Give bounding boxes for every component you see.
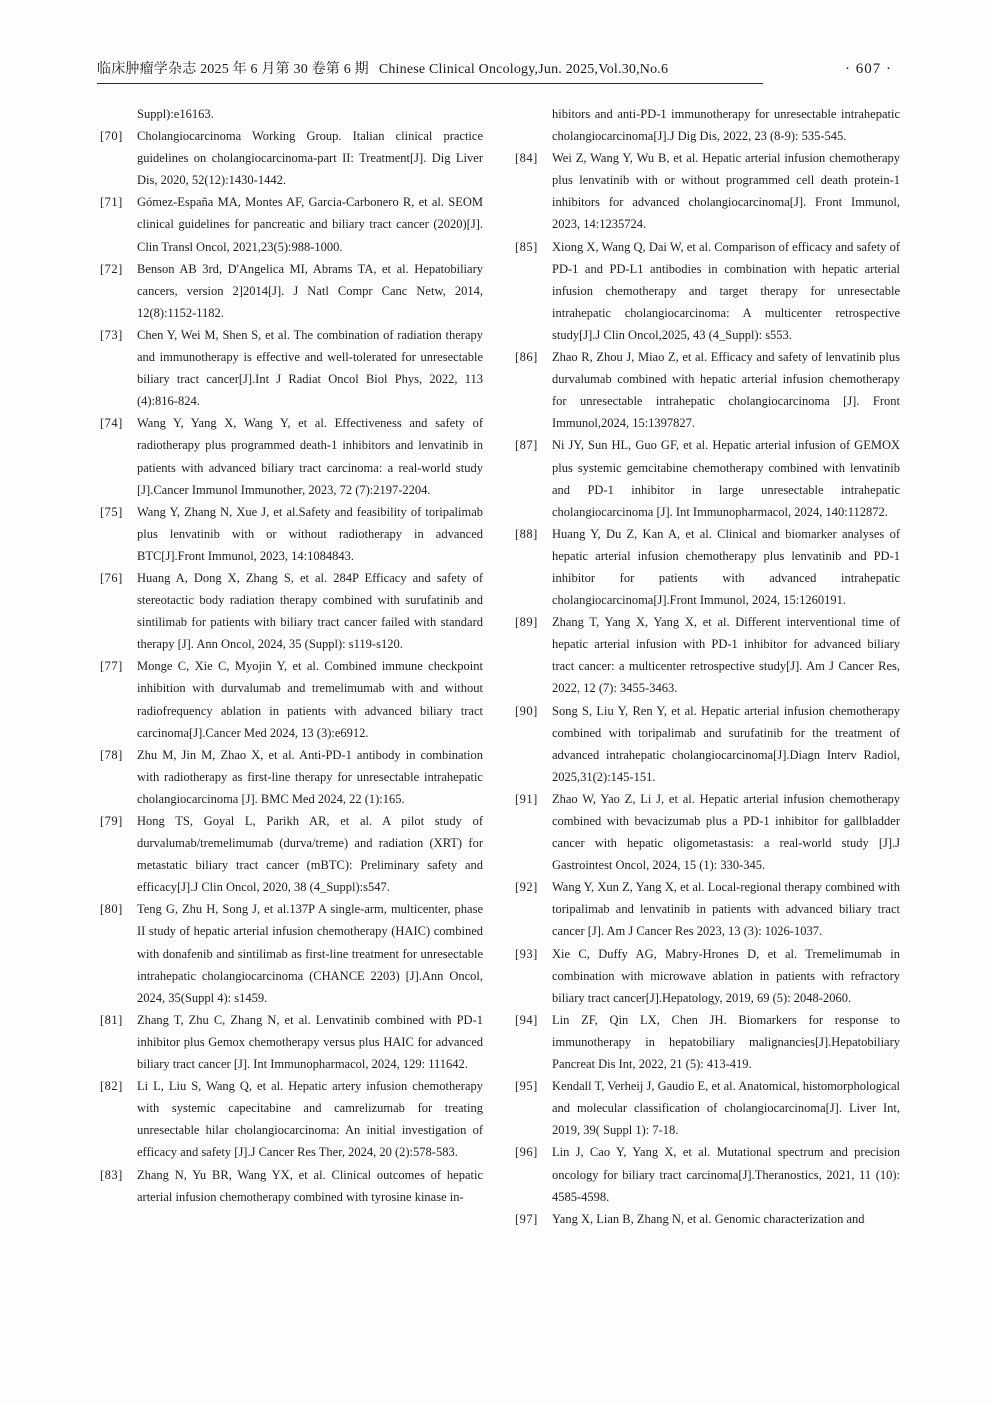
reference-text: Wang Y, Xun Z, Yang X, et al. Local-regional therapy combined with toripalimab and lenvatinib in patients with advanced biliary tract cancer [J]. Am J Cancer Res 2023, 13 (3): 1026-1037. [552,880,900,939]
reference-number: [80] [100,902,123,917]
reference-number: [88] [515,526,538,541]
reference-text: Huang Y, Du Z, Kan A, et al. Clinical and biomarker analyses of hepatic arterial infusion chemotherapy plus lenvatinib and PD-1 inhibitor for patients with advanced intrahepatic cholangiocarcinoma[J].Front Immunol, 2024, 15:1260191. [552,526,900,608]
reference-continuation [515,103,900,147]
reference-text: Benson AB 3rd, D'Angelica MI, Abrams TA, et al. Hepatobiliary cancers, version 2]2014[J]. J Natl Compr Canc Netw, 2014, 12(8):1152-1182. [137,261,483,320]
reference-item [515,876,900,942]
page-header [97,58,892,78]
reference-text: Zhu M, Jin M, Zhao X, et al. Anti-PD-1 antibody in combination with radiotherapy as first-line therapy for unresectable intrahepatic cholangiocarcinoma [J]. BMC Med 2024, 22 (1):165. [137,747,483,806]
reference-number: [74] [100,416,123,431]
reference-text: Yang X, Lian B, Zhang N, et al. Genomic characterization and [552,1211,865,1226]
reference-number: [91] [515,791,538,806]
reference-text: Wei Z, Wang Y, Wu B, et al. Hepatic arterial infusion chemotherapy plus lenvatinib with or without programmed cell death protein-1 inhibitors for advanced cholangiocarcinoma[J]. Front Immunol, 2023, 14:1235724. [552,151,900,232]
reference-item [515,346,900,434]
reference-item [515,943,900,1009]
reference-item [515,236,900,346]
reference-text: Lin J, Cao Y, Yang X, et al. Mutational spectrum and precision oncology for biliary tract carcinoma[J].Theranostics, 2021, 11 (10): 4585-4598. [552,1145,900,1204]
reference-text: Lin ZF, Qin LX, Chen JH. Biomarkers for response to immunotherapy in hepatobiliary malignancies[J].Hepatobiliary Pancreat Dis Int, 2022, 21 (5): 413-419. [552,1012,900,1072]
reference-item [515,611,900,699]
reference-text: Ni JY, Sun HL, Guo GF, et al. Hepatic arterial infusion of GEMOX plus systemic gemcitabine chemotherapy combined with lenvatinib and PD-1 inhibitor in large unresectable intrahepatic cholangiocarcinoma [J]. Int Immunopharmacol, 2024, 140:112872. [552,438,900,519]
reference-item [100,744,483,810]
reference-item [515,523,900,611]
reference-text: Kendall T, Verheij J, Gaudio E, et al. Anatomical, histomorphological and molecular classification of cholangiocarcinoma[J]. Liver Int, 2019, 39( Suppl 1): 7-18. [552,1079,900,1138]
reference-item [515,700,900,788]
reference-item [515,1141,900,1207]
reference-text: Zhao W, Yao Z, Li J, et al. Hepatic arterial infusion chemotherapy combined with bevacizumab plus a PD-1 inhibitor for gallbladder cancer with hepatic oligometastasis: a real-world study [J].J Gastrointest Oncol, 2024, 15 (1): 330-345. [552,791,900,873]
reference-text: Zhang N, Yu BR, Wang YX, et al. Clinical outcomes of hepatic arterial infusion chemotherapy combined with tyrosine kinase in- [137,1167,483,1204]
reference-item [515,1009,900,1075]
reference-number: [75] [100,504,123,519]
reference-text: Hong TS, Goyal L, Parikh AR, et al. A pilot study of durvalumab/tremelimumab (durva/treme) and radiation (XRT) for metastatic biliary tract cancer (mBTC): Preliminary safety and efficacy[J].J Clin Oncol, 2020, 38 (4_Suppl):s547. [137,814,483,895]
reference-number: [90] [515,703,538,718]
reference-text: Song S, Liu Y, Ren Y, et al. Hepatic arterial infusion chemotherapy combined with toripalimab and surufatinib for the treatment of advanced intrahepatic cholangiocarcinoma[J].Diagn Interv Radiol, 2025,31(2):145-151. [552,703,900,784]
reference-number: [81] [100,1012,123,1027]
reference-number: [76] [100,570,123,585]
reference-number: [82] [100,1079,123,1094]
reference-item [100,125,483,191]
page-number: · 607 · [845,61,892,77]
reference-number: [86] [515,350,538,365]
reference-number: [70] [100,129,123,144]
journal-title-chinese: 临床肿瘤学杂志 2025 年 6 月第 30 卷第 6 期 [97,62,369,77]
reference-text: Suppl):e16163. [137,107,214,121]
reference-number: [84] [515,151,538,166]
reference-text: Li L, Liu S, Wang Q, et al. Hepatic artery infusion chemotherapy with systemic capecitabine and camrelizumab for treating unresectable hilar cholangiocarcinoma: An initial investigation of efficacy and safety [J].J Cancer Res Ther, 2024, 20 (2):578-583. [137,1079,483,1160]
reference-text: Zhang T, Yang X, Yang X, et al. Different interventional time of hepatic arterial infusion with PD-1 inhibitor for advanced biliary tract cancer: a multicenter retrospective study[J]. Am J Cancer Res, 2022, 12 (7): 3455-3463. [552,615,900,696]
header-rule [97,83,763,84]
reference-item [100,324,483,412]
reference-number: [96] [515,1145,538,1160]
reference-number: [71] [100,195,123,210]
reference-text: hibitors and anti-PD-1 immunotherapy for unresectable intrahepatic cholangiocarcinoma[J].J Dig Dis, 2022, 23 (8-9): 535-545. [552,107,900,144]
reference-number: [73] [100,327,123,342]
reference-number: [93] [515,946,538,961]
reference-text: Xiong X, Wang Q, Dai W, et al. Comparison of efficacy and safety of PD-1 and PD-L1 antibodies in combination with hepatic arterial infusion chemotherapy and target therapy for unresectable intrahepatic cholangiocarcinoma: A multicenter retrospective study[J].J Clin Oncol,2025, 43 (4_Suppl): s553. [552,239,900,342]
reference-number: [85] [515,239,538,254]
journal-title-english: Chinese Clinical Oncology,Jun. 2025,Vol.30,No.6 [378,62,669,77]
reference-item [100,1009,483,1075]
reference-item [100,1164,483,1208]
reference-text: Cholangiocarcinoma Working Group. Italian clinical practice guidelines on cholangiocarcinoma-part II: Treatment[J]. Dig Liver Dis, 2020, 52(12):1430-1442. [137,129,483,188]
reference-text: Huang A, Dong X, Zhang S, et al. 284P Efficacy and safety of stereotactic body radiation therapy combined with surufatinib and sintilimab for patients with biliary tract cancer failed with standard therapy [J]. Ann Oncol, 2024, 35 (Suppl): s119-s120. [137,570,483,652]
reference-continuation [100,103,483,125]
reference-number: [95] [515,1079,538,1094]
reference-text: Wang Y, Zhang N, Xue J, et al.Safety and feasibility of toripalimab plus lenvatinib with or without radiotherapy in advanced BTC[J].Front Immunol, 2023, 14:1084843. [137,504,483,563]
reference-text: Teng G, Zhu H, Song J, et al.137P A single-arm, multicenter, phase II study of hepatic arterial infusion chemotherapy (HAIC) combined with donafenib and sintilimab as first-line treatment for unresectable intrahepatic cholangiocarcinoma (CHANCE 2203) [J].Ann Oncol, 2024, 35(Suppl 4): s1459. [137,902,483,1005]
reference-item [100,501,483,567]
reference-text: Chen Y, Wei M, Shen S, et al. The combination of radiation therapy and immunotherapy is effective and well-tolerated for unresectable biliary tract cancer[J].Int J Radiat Oncol Biol Phys, 2022, 113 (4):816-824. [137,327,483,409]
reference-text: Xie C, Duffy AG, Mabry-Hrones D, et al. Tremelimumab in combination with microwave ablation in patients with refractory biliary tract cancer[J].Hepatology, 2019, 69 (5): 2048-2060. [552,946,900,1005]
reference-number: [78] [100,747,123,762]
reference-number: [83] [100,1167,123,1182]
reference-item [100,1075,483,1163]
reference-item [100,412,483,500]
reference-number: [79] [100,814,123,828]
reference-item [100,810,483,898]
reference-text: Zhang T, Zhu C, Zhang N, et al. Lenvatinib combined with PD-1 inhibitor plus Gemox chemotherapy versus plus HAIC for advanced biliary tract cancer [J]. Int Immunopharmacol, 2024, 129: 111642. [137,1012,483,1072]
reference-number: [97] [515,1211,538,1226]
reference-item [515,1208,900,1230]
reference-text: Zhao R, Zhou J, Miao Z, et al. Efficacy and safety of lenvatinib plus durvalumab combined with hepatic arterial infusion chemotherapy for unresectable intrahepatic cholangiocarcinoma [J]. Front Immunol,2024, 15:1397827. [552,350,900,431]
references-column-left [100,103,483,1208]
reference-text: Wang Y, Yang X, Wang Y, et al. Effectiveness and safety of radiotherapy plus programmed death-1 inhibitors and lenvatinib in patients with advanced biliary tract carcinoma: a real-world study [J].Cancer Immunol Immunother, 2023, 72 (7):2197-2204. [137,416,483,497]
reference-item [100,191,483,257]
reference-item [100,898,483,1008]
journal-title-line [97,58,668,78]
reference-item [515,147,900,235]
reference-text: Gómez-España MA, Montes AF, Garcia-Carbonero R, et al. SEOM clinical guidelines for pancreatic and biliary tract cancer (2020)[J]. Clin Transl Oncol, 2021,23(5):988-1000. [137,195,483,254]
reference-item [515,434,900,522]
reference-text: Monge C, Xie C, Myojin Y, et al. Combined immune checkpoint inhibition with durvalumab and tremelimumab with and without radiofrequency ablation in patients with advanced biliary tract carcinoma[J].Cancer Med 2024, 13 (3):e6912. [137,659,483,740]
reference-number: [72] [100,261,123,276]
reference-item [100,655,483,743]
reference-number: [77] [100,659,123,674]
reference-number: [92] [515,880,538,895]
reference-number: [89] [515,615,538,630]
reference-item [515,788,900,876]
reference-item [515,1075,900,1141]
reference-item [100,567,483,655]
reference-number: [94] [515,1012,538,1027]
reference-item [100,258,483,324]
reference-number: [87] [515,438,538,453]
references-column-right [515,103,900,1230]
